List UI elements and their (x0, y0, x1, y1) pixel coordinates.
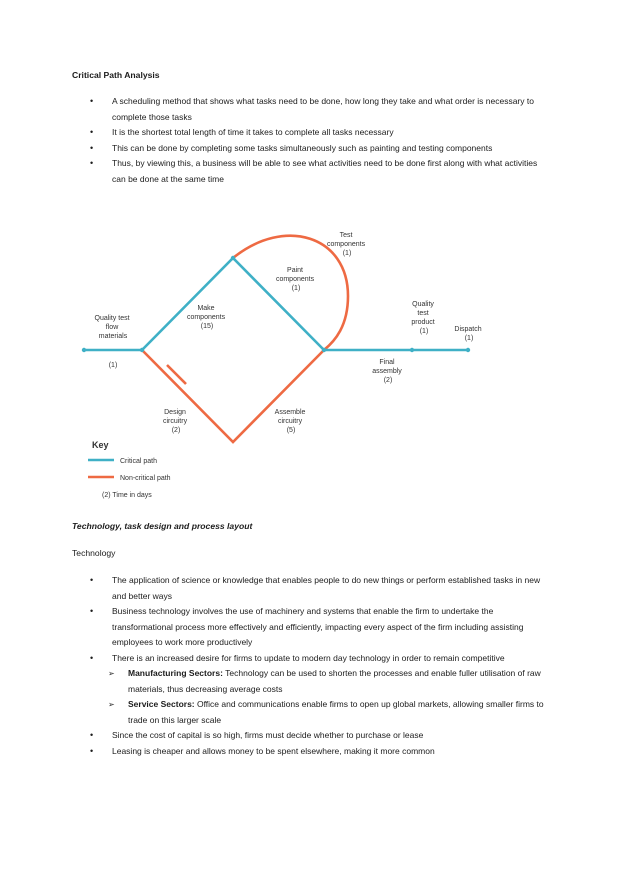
bullet-item: • Since the cost of capital is so high, firms must decide whether to purchase or lease (90, 728, 550, 744)
label-final-assembly: Final assembly (2) (372, 359, 402, 384)
bullet-item: • There is an increased desire for firms to update to modern day technology in order to remain competitive (90, 651, 550, 667)
non-critical-path-lower (142, 350, 324, 442)
subsection-title: Technology (72, 548, 116, 558)
bullet-item: • A scheduling method that shows what tasks need to be done, how long they take and what order is necessary to complete those tasks (90, 94, 550, 125)
label-assemble-circuitry: Assemble circuitry (5) (274, 409, 306, 434)
sector-sub-list (90, 666, 550, 728)
bullet-item: • It is the shortest total length of time it takes to complete all tasks necessary (90, 125, 550, 141)
section-title-critical-path: Critical Path Analysis (72, 70, 160, 80)
bullet-item: • Leasing is cheaper and allows money to be spent elsewhere, making it more common (90, 744, 550, 760)
dummy-activity-marker (167, 365, 186, 384)
label-dispatch: Dispatch (1) (454, 326, 482, 342)
sub-bullet-label: Manufacturing Sectors: (128, 668, 223, 678)
label-design-circuitry: Design circuitry (2) (162, 409, 188, 434)
node-marker (466, 348, 470, 352)
sub-bullet-label: Service Sectors: (128, 699, 195, 709)
sub-bullet-container (90, 666, 550, 728)
label-quality-test-flow-time: (1) (108, 362, 118, 369)
sub-bullet-text: Office and communications enable firms to open up global markets, allowing smaller firms to trade on this larger scale (128, 699, 544, 725)
bullet-item: • Thus, by viewing this, a business will be able to see what activities need to be done first along with what activities can be done at the same time (90, 156, 550, 187)
node-marker (140, 348, 144, 352)
node-marker (231, 256, 235, 260)
critical-path-bullet-list (90, 94, 550, 187)
node-marker (322, 348, 326, 352)
label-make-components: Make components (15) (186, 305, 226, 330)
node-marker (410, 348, 414, 352)
node-marker (82, 348, 86, 352)
label-paint-components: Paint components (1) (275, 267, 315, 292)
sub-bullet-item (90, 697, 550, 728)
bullet-item: • Business technology involves the use of machinery and systems that enable the firm to undertake the transformational process more effectively and efficiently, impacting every aspect of the firm including assisting employees to work more productively (90, 604, 550, 651)
section-title-technology: Technology, task design and process layout (72, 521, 253, 531)
bullet-item: • This can be done by completing some tasks simultaneously such as painting and testing components (90, 141, 550, 157)
key-time-label: (2) Time in days (102, 492, 152, 499)
sub-bullet-item (90, 666, 550, 697)
key-critical-label: Critical path (120, 458, 157, 465)
sub-bullet-text: Technology can be used to shorten the processes and enable fuller utilisation of raw materials, thus decreasing average costs (128, 668, 541, 694)
critical-path-diagram (80, 226, 500, 506)
bullet-item: • The application of science or knowledge that enables people to do new things or perform established tasks in new and better ways (90, 573, 550, 604)
label-quality-test-flow: Quality test flow materials (94, 315, 130, 340)
key-non-critical-label: Non-critical path (120, 475, 171, 482)
label-quality-test-product: Quality test product (1) (411, 301, 435, 335)
technology-bullet-list (90, 573, 550, 759)
key-title: Key (92, 440, 109, 450)
label-test-components: Test components (1) (326, 232, 366, 257)
non-critical-path-upper-curve (233, 236, 348, 350)
